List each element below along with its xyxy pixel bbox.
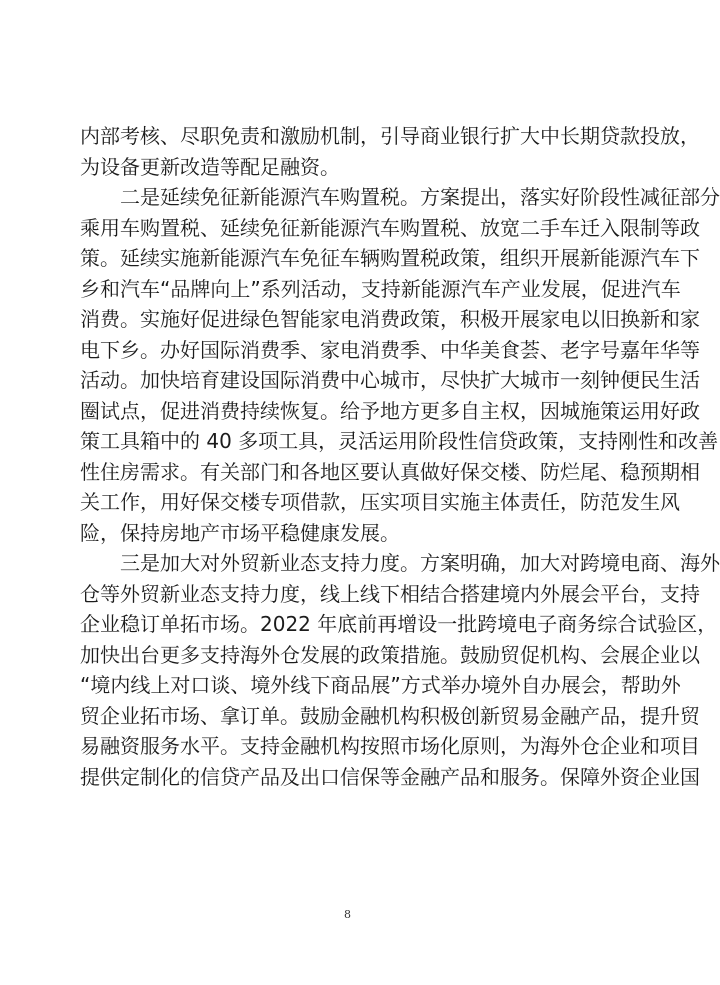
body-text bbox=[80, 121, 720, 792]
text-line: 策。延续实施新能源汽车免征车辆购置税政策，组织开展新能源汽车下 bbox=[80, 246, 700, 270]
page-number: 8 bbox=[344, 908, 351, 921]
text-line: 为设备更新改造等配足融资。 bbox=[80, 154, 340, 179]
text-line: 活动。加快培育建设国际消费中心城市，尽快扩大城市一刻钟便民生活 bbox=[80, 368, 700, 392]
text-line: 险，保持房地产市场平稳健康发展。 bbox=[80, 520, 400, 545]
text-line: 仓等外贸新业态支持力度，线上线下相结合搭建境内外展会平台，支持 bbox=[80, 581, 700, 606]
text-line: 乡和汽车“品牌向上”系列活动，支持新能源汽车产业发展，促进汽车 bbox=[80, 276, 681, 301]
text-line: 提供定制化的信贷产品及出口信保等金融产品和服务。保障外资企业国 bbox=[80, 764, 700, 789]
text-line: 关工作，用好保交楼专项借款，压实项目实施主体责任，防范发生风 bbox=[80, 490, 680, 514]
text-line: 加快出台更多支持海外仓发展的政策措施。鼓励贸促机构、会展企业以 bbox=[80, 642, 700, 667]
text-line: 易融资服务水平。支持金融机构按照市场化原则，为海外仓企业和项目 bbox=[80, 734, 700, 758]
text-line: 三是加大对外贸新业态支持力度。方案明确，加大对跨境电商、海外 bbox=[80, 551, 720, 575]
text-line: 电下乡。办好国际消费季、家电消费季、中华美食荟、老字号嘉年华等 bbox=[80, 337, 700, 362]
text-line: 乘用车购置税、延续免征新能源汽车购置税、放宽二手车迁入限制等政 bbox=[80, 215, 700, 240]
text-line: “境内线上对口谈、境外线下商品展”方式举办境外自办展会，帮助外 bbox=[80, 673, 681, 697]
text-line: 圈试点，促进消费持续恢复。给予地方更多自主权，因城施策运用好政 bbox=[80, 398, 700, 423]
text-line: 性住房需求。有关部门和各地区要认真做好保交楼、防烂尾、稳预期相 bbox=[80, 459, 700, 484]
text-line: 消费。实施好促进绿色智能家电消费政策，积极开展家电以旧换新和家 bbox=[80, 307, 700, 331]
text-line: 内部考核、尽职免责和激励机制，引导商业银行扩大中长期贷款投放， bbox=[80, 124, 700, 148]
text-line: 企业稳订单拓市场。2022 年底前再增设一批跨境电子商务综合试验区， bbox=[80, 612, 718, 636]
text-line: 贸企业拓市场、拿订单。鼓励金融机构积极创新贸易金融产品，提升贸 bbox=[80, 703, 700, 728]
text-line: 策工具箱中的 40 多项工具，灵活运用阶段性信贷政策，支持刚性和改善 bbox=[80, 429, 719, 453]
text-line: 二是延续免征新能源汽车购置税。方案提出，落实好阶段性减征部分 bbox=[80, 185, 720, 209]
